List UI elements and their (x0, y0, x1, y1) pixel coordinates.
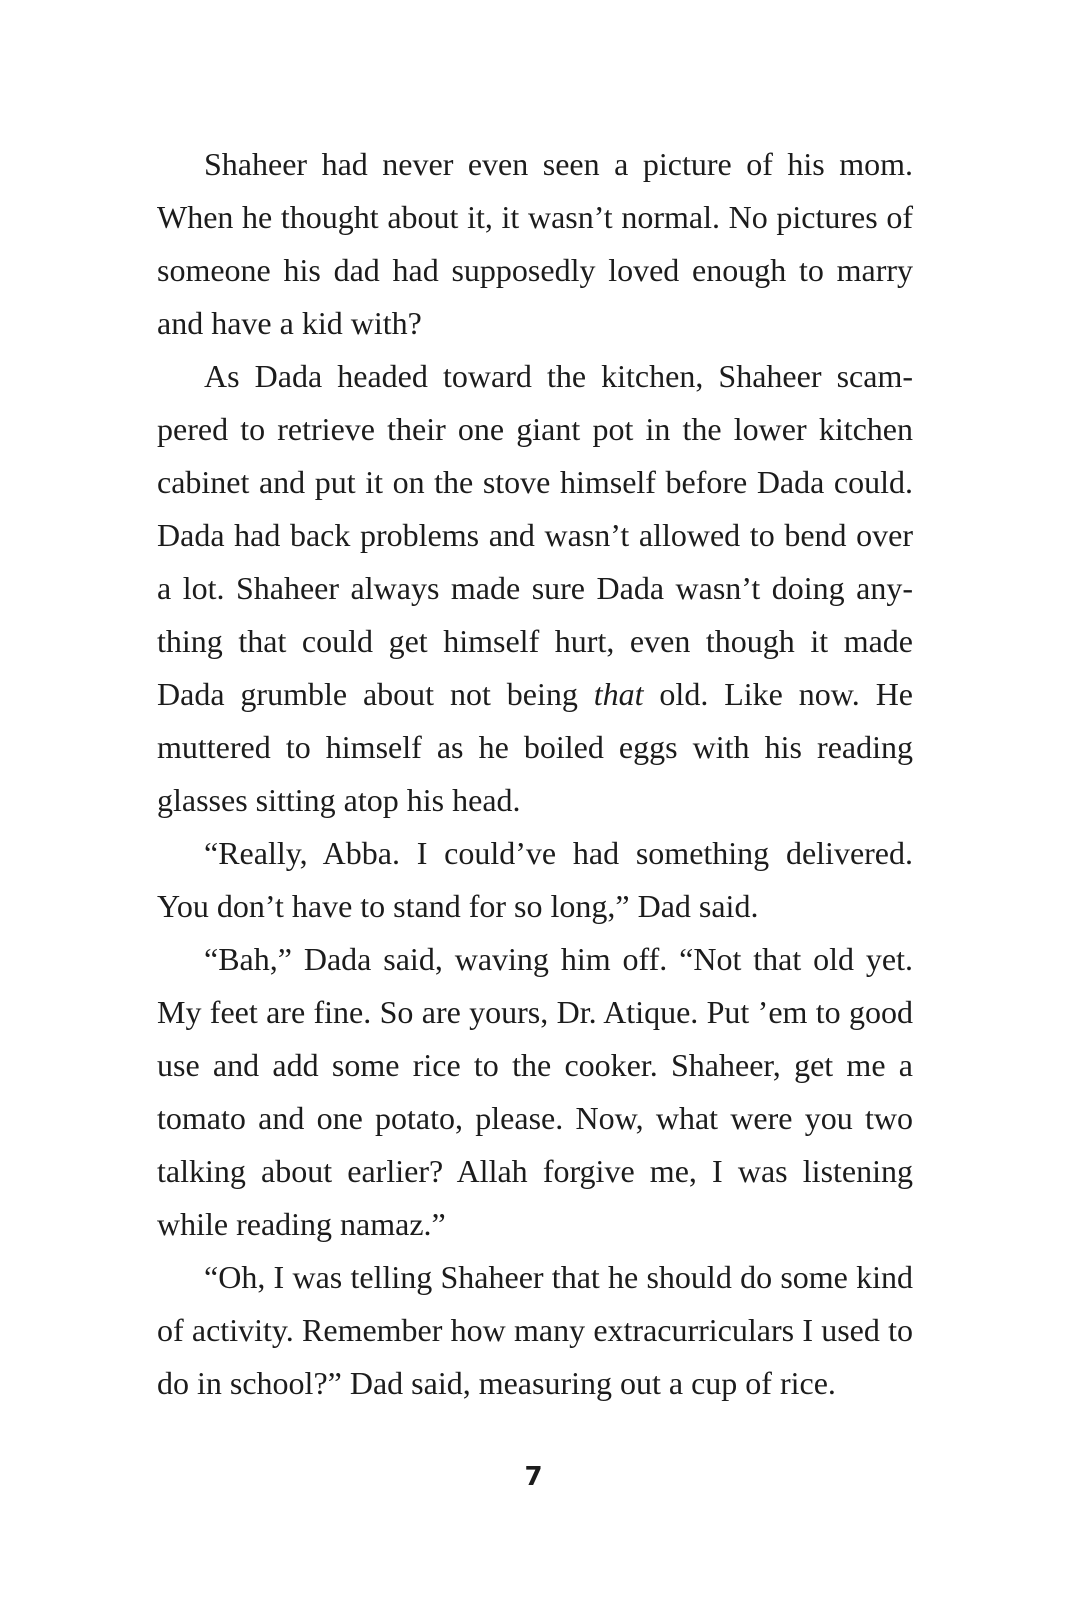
paragraph-5: “Oh, I was telling Shaheer that he should do some kind of activity. Remember how many extracurriculars I used to do in school?” Dad said, measuring out a cup of rice. (157, 1259, 913, 1401)
paragraph-4: “Bah,” Dada said, waving him off. “Not that old yet. My feet are fine. So are yours, Dr. Atique. Put ’em to good use and add some rice to the cooker. Shaheer, get me a tomato and one potato, please. Now, what were you two talking about earlier? Allah forgive me, I was listening while reading namaz.” (157, 941, 913, 1242)
page-number: 7 (524, 1462, 543, 1492)
body-text (157, 138, 913, 1410)
paragraph-2-emphasis: that (593, 676, 644, 712)
paragraph-2-text-before: As Dada headed toward the kitchen, Shaheer scampered to retrieve their one giant pot in the lower kitchen cabinet and put it on the stove himself before Dada could. Dada had back problems and wasn’t allowed to bend over a lot. Shaheer always made sure Dada wasn’t doing anything that could get himself hurt, even though it made Dada grumble about not being (157, 358, 913, 712)
paragraph-1: Shaheer had never even seen a picture of his mom. When he thought about it, it wasn’t normal. No pictures of someone his dad had supposedly loved enough to marry and have a kid with? (157, 146, 913, 341)
paragraph-3: “Really, Abba. I could’ve had something delivered. You don’t have to stand for so long,” Dad said. (157, 835, 913, 924)
paragraph-2 (157, 350, 913, 827)
paragraph-2-text-after: old. Like now. He muttered to himself as he boiled eggs with his reading glasses sitting atop his head. (157, 676, 914, 818)
